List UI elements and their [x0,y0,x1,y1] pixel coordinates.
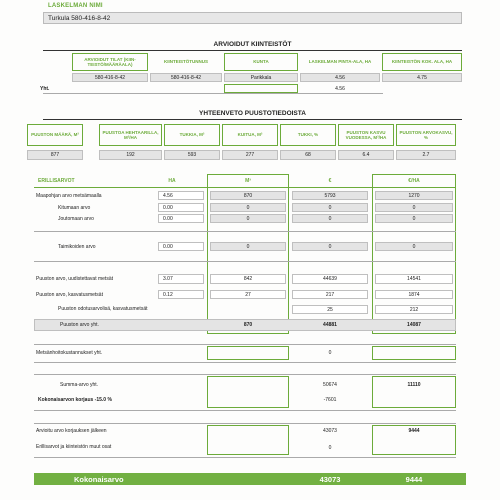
property-cell-kok-ala: 4.75 [382,73,462,82]
hoito-eur: 0 [328,350,332,356]
tree-value-kuitua: 277 [222,150,278,160]
arvio-label: Arvioitu arvo korjauksen jälkeen [36,428,107,434]
row-eur-kasvatus: 217 [292,290,368,299]
row-m3-joutomaa: 0 [210,214,286,223]
property-cell-kunta: Parikkala [224,73,298,82]
tree-value-tukkia: 593 [164,150,220,160]
row-ha-taimikot: 0.00 [158,242,204,251]
total-value-eurha: 9444 [405,474,423,484]
muut-label: Erillisarvot ja kiinteistön muut osat [36,444,112,450]
tree-summary-title: YHTEENVETO PUUSTOTIEDOISTA [199,110,306,117]
divider-1 [34,231,456,232]
property-cell-pinta-ala: 4.56 [300,73,380,82]
tree-total-label: Puuston arvo yht. [60,322,99,328]
properties-header-kunta: KUNTA [224,53,298,71]
row-label-taimikot: Taimikoiden arvo [58,243,96,250]
row-eur-joutomaa: 0 [292,214,368,223]
properties-header-pinta-ala: LASKELMAN PINTA-ALA, HA [308,59,372,65]
special-values-header: ERILLISARVOT [38,178,75,184]
total-value-label: Kokonaisarvo [74,474,124,484]
row-m3-kitumaa: 0 [210,203,286,212]
tree-value-tukki: 68 [280,150,336,160]
tree-total-eur: 44881 [323,322,337,328]
row-eur-taimikot: 0 [292,242,368,251]
properties-total-rule [43,93,383,94]
divider-4 [34,362,456,363]
divider-5 [34,374,456,375]
hoito-frame-m3 [207,346,289,360]
properties-title: ARVIOIDUT KIINTEISTÖT [213,41,292,48]
tree-header-maara: PUUSTON MÄÄRÄ, M³ [27,124,83,146]
hoito-label: Metsänhoitokustannukset yht. [36,350,103,356]
row-ha-uudistettavat: 3.07 [158,274,204,284]
special-header-rule [34,187,456,188]
special-header-m3: M³ [245,178,251,184]
divider-7 [34,423,456,424]
tree-header-kasvu: PUUSTON KASVU VUODESSA, M³/HA [338,124,394,146]
arvio-eurha: 9444 [408,428,420,434]
row-eurha-odotusarvo: 212 [375,305,453,314]
tree-value-arvokasvu: 2.7 [396,150,456,160]
row-m3-maapohja: 870 [210,191,286,200]
row-m3-uudistettavat: 842 [210,274,286,284]
row-eur-uudistettavat: 44639 [292,274,368,284]
tree-total-m3: 870 [243,322,253,328]
summa-frame-m3 [207,376,289,408]
properties-header-tilat: ARVIOIDUT TILAT (KIIN-TEISTÖ/MÄÄRÄALA) [72,53,148,71]
divider-2 [34,261,456,262]
properties-total-label: Yht. [40,85,50,92]
tree-header-arvokasvu: PUUSTON ARVOKASVU, % [396,124,456,146]
divider-3 [34,344,456,345]
divider-6 [34,410,456,411]
properties-header-tunnus: KIINTEISTÖTUNNUS [163,59,208,65]
tree-value-kasvu: 6.4 [338,150,394,160]
row-label-maapohja: Maapohjan arvo metsämaalla [36,192,102,199]
properties-total-value: 4.56 [335,85,345,92]
tree-header-tukki: TUKKI, % [280,124,336,146]
row-ha-kitumaa: 0.00 [158,203,204,212]
summa-eur: 50674 [323,382,337,388]
row-eurha-maapohja: 1270 [375,191,453,200]
divider-8 [34,457,456,458]
total-value-eur: 43073 [319,474,341,484]
row-eurha-kasvatus: 1874 [375,290,453,299]
korjaus-label: Kokonaisarvon korjaus -15.0 % [38,397,112,403]
row-ha-maapohja: 4.56 [158,191,204,200]
row-ha-joutomaa: 0.00 [158,214,204,223]
properties-header-kok-ala: KIINTEISTÖN KOK. ALA, HA [382,53,462,71]
total-value-bar [34,473,466,485]
row-label-uudistettavat: Puuston arvo, uudistettavat metsät [36,276,113,282]
row-label-joutomaa: Joutomaan arvo [58,215,94,222]
row-eurha-uudistettavat: 14541 [375,274,453,284]
row-eur-odotusarvo: 25 [292,305,368,314]
special-header-eurha: €/HA [408,178,420,184]
special-header-eur: € [328,178,332,184]
row-eurha-kitumaa: 0 [375,203,453,212]
row-eur-kitumaa: 0 [292,203,368,212]
arvio-eur: 43073 [323,428,337,434]
row-ha-kasvatus: 0.12 [158,290,204,299]
hoito-frame-eurha [372,346,456,360]
muut-eur: 0 [328,445,332,451]
row-label-odotusarvo: Puuston odotusarvolisä, kasvatusmetsät [58,306,148,312]
summa-label: Summa-arvo yht. [60,382,99,388]
arvio-frame-m3 [207,425,289,455]
tree-value-hehtaarilla: 192 [99,150,162,160]
special-header-ha: HA [168,178,176,184]
tree-header-hehtaarilla: PUUSTOA HEHTAARILLA, M³/HA [99,124,162,146]
property-cell-tila: 580-416-8-42 [72,73,148,82]
property-cell-tunnus: 580-416-8-42 [150,73,222,82]
row-eur-maapohja: 5793 [292,191,368,200]
row-m3-odotusarvo [210,305,286,314]
summa-eurha: 11110 [407,382,421,388]
tree-header-kuitua: KUITUA, M³ [222,124,278,146]
row-label-kasvatus: Puuston arvo, kasvatusmetsät [36,291,103,298]
row-m3-taimikot: 0 [210,242,286,251]
row-m3-kasvatus: 27 [210,290,286,299]
tree-value-maara: 877 [27,150,83,160]
calculation-name-label: LASKELMAN NIMI [48,3,103,9]
row-eurha-taimikot: 0 [375,242,453,251]
properties-total-kunta-box [224,84,298,93]
properties-title-rule [43,50,462,51]
row-label-kitumaa: Kitumaan arvo [58,204,91,211]
calculation-name-field[interactable]: Turkula 580-416-8-42 [43,12,462,24]
row-eurha-joutomaa: 0 [375,214,453,223]
tree-summary-title-rule [43,119,462,120]
korjaus-eur: -7601 [323,397,337,403]
tree-header-tukkia: TUKKIA, M³ [164,124,220,146]
tree-total-eurha: 14087 [407,322,421,328]
